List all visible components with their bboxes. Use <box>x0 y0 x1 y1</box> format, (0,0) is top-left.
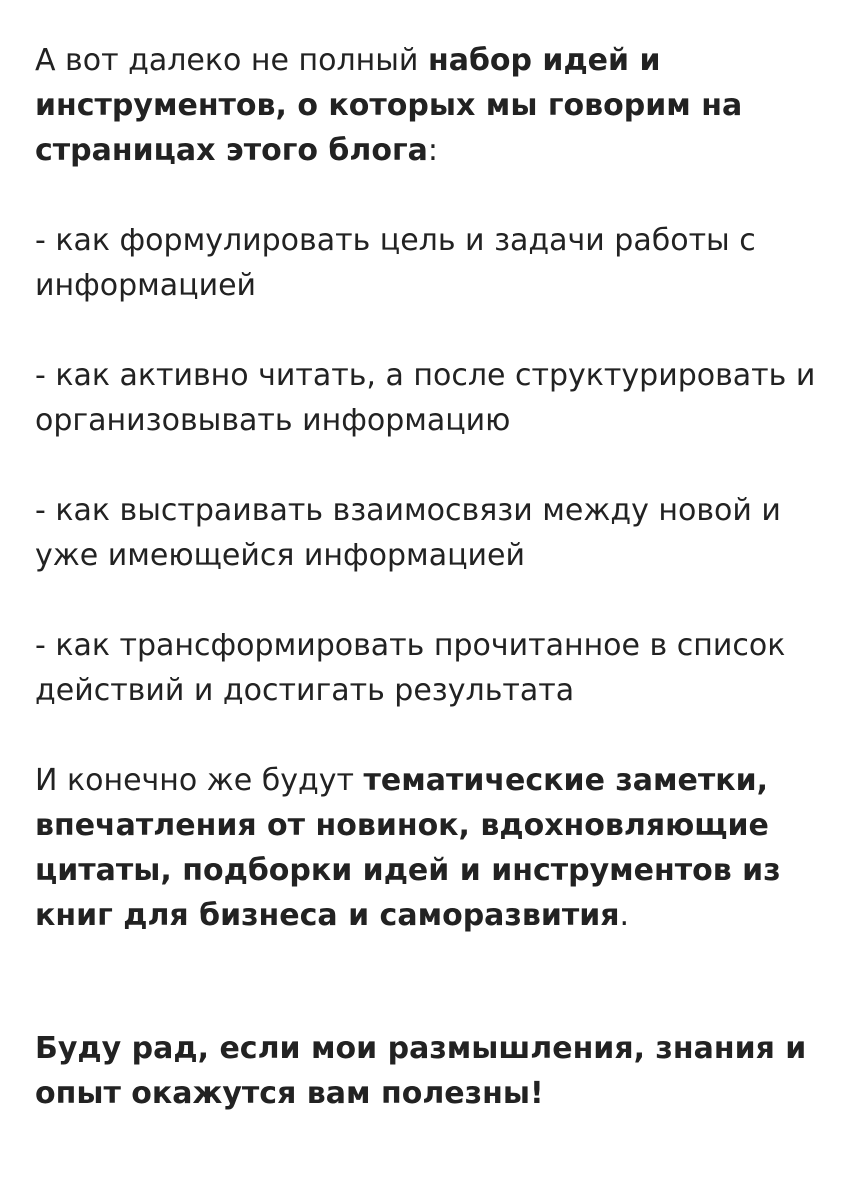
list-item: - как активно читать, а после структурировать и организовывать информацию <box>35 358 816 438</box>
paragraph-spacer <box>35 308 835 353</box>
list-item: - как выстраивать взаимосвязи между новой и уже имеющейся информацией <box>35 493 781 573</box>
extras-text: И конечно же будут <box>35 763 364 798</box>
paragraph-spacer <box>35 578 835 623</box>
list-item: - как формулировать цель и задачи работы с информацией <box>35 223 756 303</box>
extras-period: . <box>619 898 630 933</box>
extras-paragraph <box>35 758 835 938</box>
intro-paragraph <box>35 38 835 173</box>
intro-text: А вот далеко не полный <box>35 43 428 78</box>
extras-bold-text: тематические заметки, впечатления от новинок, вдохновляющие цитаты, подборки идей и инструментов из книг для бизнеса и саморазвития <box>35 763 781 933</box>
list-item: - как трансформировать прочитанное в список действий и достигать результата <box>35 628 786 708</box>
paragraph-spacer <box>35 713 835 758</box>
paragraph-spacer <box>35 443 835 488</box>
intro-colon: : <box>427 133 438 168</box>
intro-bold-text: набор идей и инструментов, о которых мы говорим на страницах этого блога <box>35 43 743 168</box>
paragraph-spacer <box>35 173 835 218</box>
blog-post-content <box>35 38 835 1116</box>
paragraph-spacer <box>35 938 835 1026</box>
closing-paragraph: Буду рад, если мои размышления, знания и опыт окажутся вам полезны! <box>35 1031 807 1111</box>
